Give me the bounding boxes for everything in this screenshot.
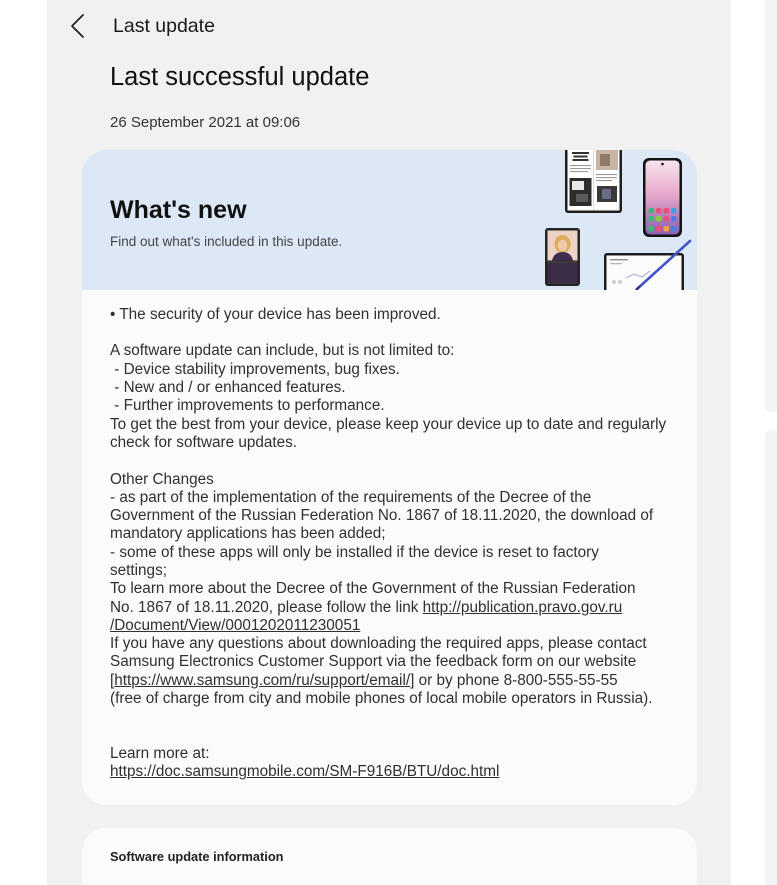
tablet-with-pen-image <box>604 241 690 290</box>
update-scope-item: - Device stability improvements, bug fixes. <box>110 360 400 378</box>
paragraph-spacer <box>110 324 697 342</box>
last-update-timestamp: 26 September 2021 at 09:06 <box>110 114 301 131</box>
decree-link-intro: No. 1867 of 18.11.2020, please follow the link <box>110 598 423 616</box>
other-changes-text: mandatory applications has been added; <box>110 525 386 543</box>
other-changes-text: If you have any questions about downloading the required apps, please contact <box>110 635 647 653</box>
update-scope-item: - New and / or enhanced features. <box>110 379 346 397</box>
other-changes-text: To learn more about the Decree of the Government of the Russian Federation <box>110 580 636 598</box>
foldable-tablet-image <box>565 150 622 213</box>
back-button[interactable] <box>64 11 92 41</box>
software-info-title: Software update information <box>110 849 284 864</box>
other-changes-text: settings; <box>110 562 167 579</box>
adjacent-panel-bottom <box>765 430 777 885</box>
learn-more-text <box>110 763 697 781</box>
recommendation-text: To get the best from your device, please keep your device up to date and regularly <box>110 415 667 433</box>
support-email-link[interactable]: https://www.samsung.com/ru/support/email/ <box>114 671 411 689</box>
other-changes-text <box>110 672 697 690</box>
flip-phone-image <box>545 228 580 286</box>
smartphone-image <box>643 158 682 237</box>
page-title: Last update <box>113 15 215 37</box>
paragraph-spacer <box>110 452 697 470</box>
other-changes-text <box>110 599 697 617</box>
chevron-left-icon <box>64 11 92 41</box>
update-scope-item: - Further improvements to performance. <box>110 397 385 415</box>
paragraph-spacer <box>110 727 697 745</box>
bracket-open: [ <box>110 671 115 689</box>
paragraph-spacer <box>110 708 697 726</box>
devices-illustration <box>530 150 697 290</box>
other-changes-text <box>110 617 697 635</box>
other-changes-text: Samsung Electronics Customer Support via the feedback form on our website <box>110 653 637 671</box>
camera-hole <box>661 163 664 166</box>
whats-new-title: What's new <box>110 196 247 224</box>
support-phone-text: ] or by phone 8-800-555-55-55 <box>410 671 618 689</box>
learn-more-label: Learn more at: <box>110 744 210 762</box>
release-notes-link[interactable]: https://doc.samsungmobile.com/SM-F916B/BTU/doc.html <box>110 763 500 781</box>
other-changes-text: - as part of the implementation of the requirements of the Decree of the <box>110 488 592 506</box>
whats-new-header <box>82 150 697 290</box>
other-changes-text: (free of charge from city and mobile phones of local mobile operators in Russia). <box>110 690 653 708</box>
whats-new-subtitle: Find out what's included in this update. <box>110 233 343 249</box>
other-changes-text: - some of these apps will only be installed if the device is reset to factory <box>110 543 599 561</box>
decree-document-link-continued[interactable]: /Document/View/0001202011230051 <box>110 616 361 634</box>
security-note: • The security of your device has been improved. <box>110 305 441 323</box>
adjacent-panel-top <box>765 0 777 412</box>
whats-new-card <box>82 150 697 805</box>
update-scope-intro: A software update can include, but is not limited to: <box>110 342 455 360</box>
decree-document-link[interactable]: http://publication.pravo.gov.ru <box>422 598 623 616</box>
last-update-heading: Last successful update <box>110 63 370 91</box>
other-changes-text: Government of the Russian Federation No. 1867 of 18.11.2020, the download of <box>110 507 654 525</box>
software-info-card <box>82 828 697 885</box>
whats-new-details <box>82 290 697 782</box>
recommendation-text: check for software updates. <box>110 433 298 451</box>
other-changes-heading: Other Changes <box>110 470 214 488</box>
